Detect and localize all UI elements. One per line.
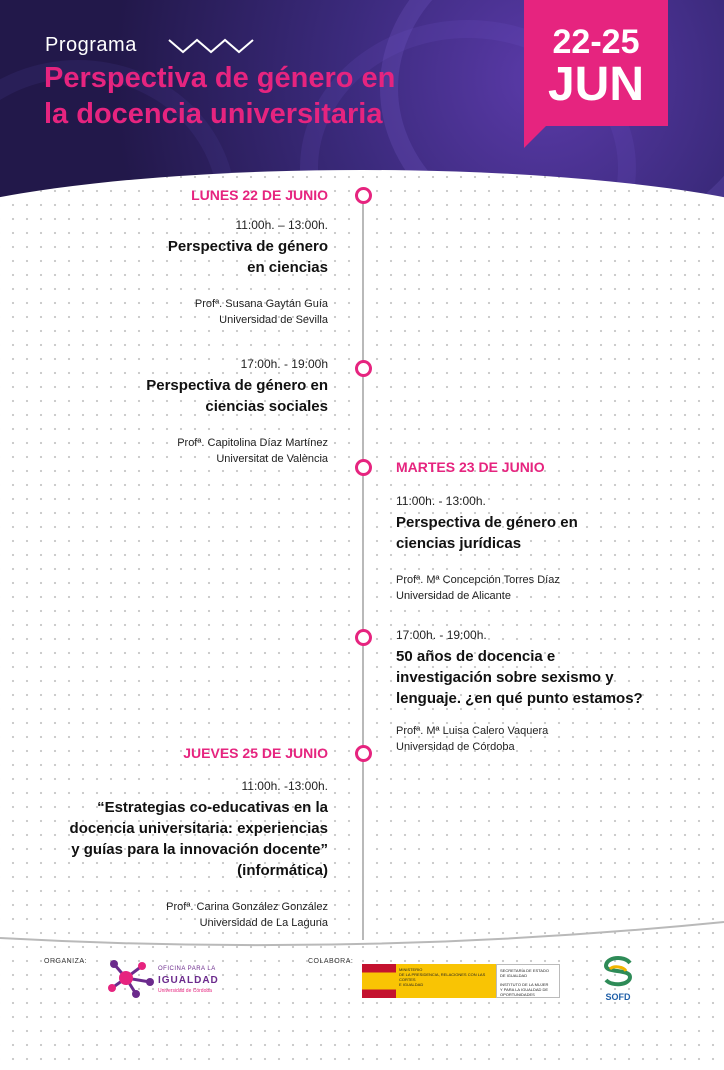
- session-speaker: Profª. Susana Gaytán Guía: [194, 298, 328, 310]
- ministerio-text-line: E IGUALDAD: [399, 982, 424, 987]
- session-time: 11:00h. – 13:00h.: [235, 218, 328, 232]
- session-title-line: (informática): [237, 862, 328, 879]
- instituto-text-line: Y PARA LA IGUALDAD DE OPORTUNIDADES: [500, 987, 549, 997]
- session-speaker: Profª. Mª Luisa Calero Vaquera: [396, 725, 549, 737]
- session-title-line: “Estrategias co-educativas en la: [97, 799, 328, 816]
- ministerio-text-line: DE LA PRESIDENCIA, RELACIONES CON LAS CORTES: [399, 972, 486, 982]
- session-speaker: Profª. Capitolina Díaz Martínez: [177, 437, 328, 449]
- session-title: [396, 646, 696, 709]
- session-affiliation: Universidad de Sevilla: [219, 314, 328, 326]
- session-title-line: investigación sobre sexismo y: [396, 669, 614, 686]
- session-affiliation: Universidad de La Laguna: [199, 917, 328, 929]
- session-block: [68, 357, 328, 467]
- session-speaker: Profª. Mª Concepción Torres Díaz: [396, 574, 560, 586]
- ministerio-logo: [362, 964, 560, 998]
- timeline-node: [355, 629, 372, 646]
- timeline-line: [362, 195, 364, 940]
- session-affiliation: Universidad de Córdoba: [396, 741, 515, 753]
- session-speaker: Profª. Carina González González: [166, 901, 328, 913]
- timeline-node: [355, 745, 372, 762]
- sofd-text: SOFD: [605, 992, 631, 1002]
- oficina-text-line3: Universidad de Córdoba: [158, 988, 212, 994]
- day-heading: LUNES 22 DE JUNIO: [191, 187, 328, 203]
- session-title-line: ciencias jurídicas: [396, 535, 522, 552]
- session-affiliation: Universidad de Alicante: [396, 590, 511, 602]
- session-title-line: Perspectiva de género: [167, 238, 328, 255]
- date-month: JUN: [547, 58, 645, 111]
- session-block: [68, 218, 328, 328]
- session-title-line: 50 años de docencia e: [396, 648, 556, 665]
- sofd-logo: [598, 955, 638, 1005]
- day-heading: JUEVES 25 DE JUNIO: [183, 745, 328, 761]
- title-line: la docencia universitaria: [44, 98, 383, 130]
- ministerio-text-line: MINISTERIO: [399, 967, 423, 972]
- session-title-line: lenguaje. ¿en qué punto estamos?: [396, 690, 643, 707]
- zigzag-icon: [168, 38, 254, 54]
- sofd-swirl-icon: [600, 955, 636, 987]
- session-affiliation: Universitat de València: [216, 453, 328, 465]
- timeline-node: [355, 459, 372, 476]
- session-block: [396, 628, 696, 755]
- session-block: [18, 779, 328, 931]
- session-title-line: en ciencias: [247, 259, 328, 276]
- date-badge: [524, 0, 668, 126]
- oficina-text-line2: IGUALDAD: [158, 975, 219, 986]
- secretaria-text-line: DE IGUALDAD: [500, 973, 528, 978]
- organiza-label: ORGANIZA:: [44, 958, 88, 965]
- timeline-node: [355, 187, 372, 204]
- oficina-text-line1: OFICINA PARA LA: [158, 966, 216, 972]
- date-badge-tab: [524, 126, 546, 148]
- date-days: 22-25: [552, 23, 640, 61]
- secretaria-text-line: SECRETARÍA DE ESTADO: [500, 968, 549, 973]
- session-title: [396, 512, 696, 554]
- session-title-line: ciencias sociales: [205, 398, 328, 415]
- instituto-text-line: INSTITUTO DE LA MUJER: [500, 982, 549, 987]
- day-heading: MARTES 23 DE JUNIO: [396, 459, 545, 475]
- secretaria-text: [496, 964, 560, 998]
- oficina-igualdad-logo: [106, 956, 226, 1002]
- session-title-line: docencia universitaria: experiencias: [69, 820, 328, 837]
- session-time: 11:00h. - 13:00h.: [396, 494, 486, 508]
- session-title-line: Perspectiva de género en: [396, 514, 578, 531]
- session-title: [18, 797, 328, 881]
- session-title-line: Perspectiva de género en: [146, 377, 328, 394]
- session-time: 11:00h. -13:00h.: [241, 779, 328, 793]
- session-block: [396, 494, 696, 604]
- title-line: Perspectiva de género en: [44, 62, 396, 94]
- timeline-node: [355, 360, 372, 377]
- colabora-label: COLABORA:: [308, 958, 354, 965]
- programa-label: Programa: [45, 34, 137, 56]
- session-title: [68, 236, 328, 278]
- oficina-network-icon: [106, 956, 156, 1002]
- page-title: [44, 60, 464, 132]
- session-time: 17:00h. - 19:00h: [240, 357, 328, 371]
- session-title: [68, 375, 328, 417]
- session-title-line: y guías para la innovación docente”: [71, 841, 328, 858]
- session-time: 17:00h. - 19:00h.: [396, 628, 487, 642]
- spain-flag-icon: [362, 964, 396, 998]
- bottom-divider: [0, 920, 724, 960]
- ministerio-text: [396, 964, 496, 998]
